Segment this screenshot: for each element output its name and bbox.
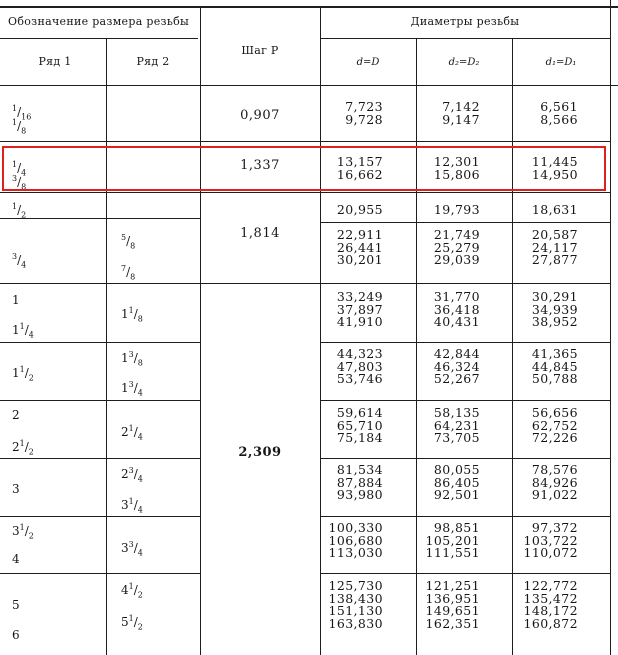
diameter-d2-value: 86,405 <box>433 474 480 490</box>
thread-size: $1^1/_2$ <box>12 365 34 383</box>
diameter-d1-value: 30,291 <box>531 289 578 304</box>
thread-size: $^3/_4$ <box>12 252 27 270</box>
row-rule <box>0 516 200 517</box>
diameter-d1-value: 6,561 <box>540 99 578 114</box>
thread-size: $^3/_8$ <box>12 174 27 192</box>
diameter-d1-value: 148,172 <box>523 603 578 618</box>
diameter-d-value: 138,430 <box>328 590 383 606</box>
row-rule <box>320 400 610 401</box>
thread-size: 5 <box>12 598 20 612</box>
row-rule <box>0 342 200 343</box>
diameter-d2-value: 15,806 <box>433 166 480 182</box>
diameter-d1-value: 84,926 <box>531 474 578 490</box>
diameter-d-value: 65,710 <box>336 417 383 433</box>
diameter-d2-value: 98,851 <box>433 520 480 535</box>
thread-size: $^5/_8$ <box>121 233 136 251</box>
diameter-d1-value: 97,372 <box>531 520 578 535</box>
thread-size: $^1/_8$ <box>12 118 27 136</box>
highlight-box <box>2 146 606 191</box>
diameter-d2-value: 12,301 <box>433 154 480 169</box>
row-rule <box>0 192 610 193</box>
col-rule <box>416 38 417 655</box>
diameter-d1-value: 20,587 <box>531 227 578 242</box>
diameter-d-value: 30,201 <box>336 252 383 267</box>
diameter-d-value: 59,614 <box>336 405 383 420</box>
diameter-d-value: 16,662 <box>336 166 383 182</box>
diameter-d2-value: 80,055 <box>433 462 480 477</box>
thread-size: 4 <box>12 552 20 566</box>
row-rule <box>320 342 610 343</box>
col-rule <box>320 6 321 655</box>
row-rule <box>0 141 610 142</box>
diameter-d-value: 93,980 <box>336 487 383 502</box>
diameter-d-value: 100,330 <box>328 520 383 535</box>
diameter-d-value: 13,157 <box>336 154 383 169</box>
diameter-d2-value: 40,431 <box>433 314 480 329</box>
diameter-d2-value: 31,770 <box>433 289 480 304</box>
row-rule <box>0 283 610 284</box>
diameter-d2-value: 121,251 <box>425 578 480 593</box>
thread-size: $^7/_8$ <box>121 264 136 282</box>
diameter-d1-value: 34,939 <box>531 301 578 317</box>
row-rule <box>320 573 610 574</box>
thread-size: 3 <box>12 482 20 496</box>
thread-size: $2^3/_4$ <box>121 466 143 484</box>
diameter-d2-value: 25,279 <box>433 239 480 255</box>
row-rule <box>0 573 200 574</box>
diameter-d1-value: 11,445 <box>531 154 578 169</box>
row-rule <box>0 400 200 401</box>
diameter-d1-value: 160,872 <box>523 615 578 631</box>
diameter-d1-value: 78,576 <box>531 462 578 477</box>
diameter-d1-value: 103,722 <box>523 532 578 548</box>
diameter-d-value: 106,680 <box>328 532 383 548</box>
thread-size: $1^1/_4$ <box>12 322 34 340</box>
col-rule <box>512 38 513 655</box>
diameter-d1-value: 135,472 <box>523 590 578 606</box>
diameter-d2-value: 58,135 <box>433 405 480 420</box>
header-bottom-rule <box>0 85 618 86</box>
diameter-d2-value: 7,142 <box>442 99 480 114</box>
diameter-d2-value: 46,324 <box>433 358 480 374</box>
diameter-d-value: 53,746 <box>336 371 383 386</box>
diameter-d1-value: 44,845 <box>531 358 578 374</box>
diameter-d-value: 81,534 <box>336 462 383 477</box>
diameter-d-value: 87,884 <box>336 474 383 490</box>
thread-size: $3^1/_2$ <box>12 523 34 541</box>
diameter-d2-value: 21,749 <box>433 227 480 242</box>
diameter-d-value: 151,130 <box>328 603 383 618</box>
row-rule <box>320 516 610 517</box>
thread-size: $3^1/_4$ <box>121 497 143 515</box>
row-rule <box>320 222 610 223</box>
diameter-d1-value: 38,952 <box>531 314 578 329</box>
diameter-d1-value: 72,226 <box>531 430 578 445</box>
diameter-d-value: 75,184 <box>336 430 383 445</box>
diameter-d2-value: 52,267 <box>433 371 480 386</box>
diameter-d-value: 37,897 <box>336 301 383 317</box>
diameter-d1-value: 41,365 <box>531 346 578 361</box>
thread-size: 2 <box>12 408 20 422</box>
row-rule <box>0 218 200 219</box>
right-rule <box>610 0 611 655</box>
diameter-d2-value: 42,844 <box>433 346 480 361</box>
diameter-d-value: 7,723 <box>345 99 383 114</box>
diameter-d1-value: 110,072 <box>523 545 578 560</box>
thread-size: $^1/_4$ <box>12 160 27 178</box>
diameter-d2-value: 9,147 <box>442 111 480 127</box>
thread-size: $^1/_{16}$ <box>12 104 32 122</box>
diameter-d-value: 113,030 <box>328 545 383 560</box>
diameter-d-value: 41,910 <box>336 314 383 329</box>
thread-size: $2^1/_2$ <box>12 439 34 457</box>
diameter-d1-value: 8,566 <box>540 111 578 127</box>
diameter-d-value: 47,803 <box>336 358 383 374</box>
thread-size: $3^3/_4$ <box>121 540 143 558</box>
diameter-d2-value: 19,793 <box>433 202 480 217</box>
diameter-d-value: 33,249 <box>336 289 383 304</box>
diameter-d2-value: 29,039 <box>433 252 480 267</box>
row-rule <box>0 458 200 459</box>
diameter-d2-value: 73,705 <box>433 430 480 445</box>
diameter-d1-value: 27,877 <box>531 252 578 267</box>
thread-size-header: Обозначение размера резьбы <box>8 15 190 28</box>
diameter-d2-value: 92,501 <box>433 487 480 502</box>
diameter-d-value: 163,830 <box>328 615 383 631</box>
thread-size: $4^1/_2$ <box>121 582 143 600</box>
diameter-d-value: 26,441 <box>336 239 383 255</box>
col-rule <box>200 6 201 655</box>
thread-size: 6 <box>12 628 20 642</box>
thread-size: $2^1/_4$ <box>121 424 143 442</box>
row-rule <box>320 458 610 459</box>
diameter-d2-value: 162,351 <box>425 615 480 631</box>
diameter-d2-value: 136,951 <box>425 590 480 606</box>
diameter-d2-value: 111,551 <box>425 545 480 560</box>
diameter-d2-value: 36,418 <box>433 301 480 317</box>
diameter-d-value: 9,728 <box>345 111 383 127</box>
diameter-d1-value: 24,117 <box>531 239 578 255</box>
diameter-d1-value: 62,752 <box>531 417 578 433</box>
diameter-d1-value: 122,772 <box>523 578 578 593</box>
thread-size: $1^1/_8$ <box>121 306 143 324</box>
diameter-d2-value: 105,201 <box>425 532 480 548</box>
thread-size: $5^1/_2$ <box>121 614 143 632</box>
diameter-d1-value: 18,631 <box>531 202 578 217</box>
header-rule-left <box>0 38 198 39</box>
diameter-d1-value: 56,656 <box>531 405 578 420</box>
diameter-d-value: 125,730 <box>328 578 383 593</box>
thread-size: 1 <box>12 293 20 307</box>
col-rule <box>106 38 107 655</box>
diameter-d1-value: 14,950 <box>531 166 578 182</box>
thread-size: $^1/_2$ <box>12 202 27 220</box>
top-rule <box>0 6 618 8</box>
diameter-d-value: 22,911 <box>336 227 383 242</box>
diameter-d2-value: 149,651 <box>425 603 480 618</box>
diameter-d2-value: 64,231 <box>433 417 480 433</box>
thread-table-page: Обозначение размера резьбы Ряд 1 Ряд 2 Шаг P Диаметры резьбы d=D d₂=D₂ d₁=D₁ 0,907 1,337 1,814 2,309 $^1/_{16}$ $^1/_8$ 7,723 9,728 7,142 9,147 6,561 8,566 $^1/_4$ $^3/_8$ 13,157 16,662 12,301 15,806 11,445 14,950 $^1/_2$ 20,955 19,793 18,631 $^3/_4$ $^5/_8$ $^7/_8$ 22,911 26,441 30,201 21,749 25,279 29,039 20,587 24,117 27,877 1 $1^1/_4$ $1^1/_8$ 33,249 37,897 41,910 31,770 36,418 40,431 30,291 34,939 38,952 $1^1/_2$ $1^3/_8$ $1^3/_4$ 44,323 47,803 53,746 42,844 46,324 52,267 41,365 44,845 50,788 2 $2^1/_2$ $2^1/_4$ 59,614 65,710 75,184 58,135 64,231 73,705 56,656 62,752 72,226 3 $2^3/_4$ $3^1/_4$ 81,534 87,884 93,980 80,055 86,405 92,501 78,576 84,926 91,022 $3^1/_2$ 4 $3^3/_4$ 100,330 106,680 113,030 98,851 105,201 111,551 97,372 103,722 110,072 5 6 $4^1/_2$ $5^1/_2$ 125,730 138,430 151,130 163,830 121,251 136,951 149,651 162,351 122,772 135,472 148,172 160,872 <box>0 0 618 655</box>
thread-size: $1^3/_8$ <box>121 350 143 368</box>
diameter-d-value: 44,323 <box>336 346 383 361</box>
diameter-d1-value: 50,788 <box>531 371 578 386</box>
thread-size: $1^3/_4$ <box>121 380 143 398</box>
header-rule-right <box>320 38 610 39</box>
diameter-d1-value: 91,022 <box>531 487 578 502</box>
diameter-d-value: 20,955 <box>336 202 383 217</box>
